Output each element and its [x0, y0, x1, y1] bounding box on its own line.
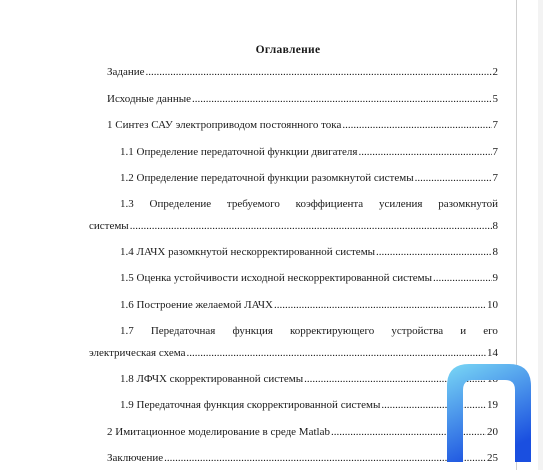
- toc-entry-label: 1.2 Определение передаточной функции разомкнутой системы: [120, 172, 414, 184]
- toc-title: Оглавление: [255, 44, 321, 56]
- toc-leader: [342, 119, 491, 132]
- toc-entry-label: 1.9 Передаточная функция скорректированной системы: [120, 399, 381, 411]
- toc-entry-page: 7: [492, 119, 498, 131]
- toc-entry-page: 25: [487, 452, 498, 464]
- toc-entry[interactable]: [120, 146, 498, 159]
- toc-entry[interactable]: [107, 426, 498, 439]
- toc-word: 1.3: [120, 198, 134, 210]
- toc-entry-page: 7: [492, 172, 498, 184]
- toc-entry[interactable]: [89, 220, 498, 233]
- toc-entry-label: Задание: [107, 66, 145, 78]
- toc-word: 1.7: [120, 325, 134, 337]
- toc-word: функция: [232, 325, 273, 337]
- toc-entry-label: 1.4 ЛАЧХ разомкнутой нескорректированной системы: [120, 246, 376, 258]
- toc-entry[interactable]: [107, 119, 498, 132]
- toc-entry-page: 5: [492, 93, 498, 105]
- toc-entry-page: 10: [487, 299, 498, 311]
- toc-entry[interactable]: [120, 172, 498, 185]
- toc-leader: [358, 146, 491, 159]
- toc-entry[interactable]: [120, 272, 498, 285]
- toc-entry-line1[interactable]: [120, 198, 498, 211]
- toc-leader: [164, 452, 486, 465]
- toc-leader: [146, 66, 492, 79]
- toc-entry-page: 9: [492, 272, 498, 284]
- toc-entry-label: 1 Синтез САУ электроприводом постоянного тока: [107, 119, 342, 131]
- toc-word: требуемого: [226, 198, 280, 210]
- toc-entry-label: 1.8 ЛФЧХ скорректированной системы: [120, 373, 304, 385]
- toc-entry-label: 2 Имитационное моделирование в среде Matlab: [107, 426, 330, 438]
- toc-word: коэффициента: [295, 198, 364, 210]
- toc-entry-page: 8: [492, 246, 498, 258]
- toc-entry-label: Заключение: [107, 452, 164, 464]
- toc-entry-line1[interactable]: [120, 325, 498, 338]
- toc-word: разомкнутой: [438, 198, 498, 210]
- toc-entry[interactable]: [120, 246, 498, 259]
- toc-entry[interactable]: [107, 66, 498, 79]
- toc-word: и: [460, 325, 467, 337]
- toc-entry-label: 1.6 Построение желаемой ЛАЧХ: [120, 299, 273, 311]
- toc-entry[interactable]: [120, 299, 498, 312]
- toc-entry-page: 8: [492, 220, 498, 232]
- toc-leader: [274, 299, 486, 312]
- toc-entry-label: Исходные данные: [107, 93, 191, 105]
- toc-leader: [192, 93, 492, 106]
- toc-entry[interactable]: [107, 93, 498, 106]
- watermark-logo-icon: [441, 358, 537, 468]
- toc-entry-label: 1.1 Определение передаточной функции двигателя: [120, 146, 358, 158]
- toc-entry-page: 19: [487, 399, 498, 411]
- toc-leader: [415, 172, 492, 185]
- toc-entry-page: 2: [492, 66, 498, 78]
- toc-leader: [376, 246, 491, 259]
- toc-word: Определение: [149, 198, 212, 210]
- toc-entry-label: электрическая схема: [89, 347, 186, 359]
- window-margin: [538, 0, 543, 470]
- toc-entry-page: 7: [492, 146, 498, 158]
- toc-entry-page: 14: [487, 347, 498, 359]
- toc-word: его: [483, 325, 498, 337]
- toc-entry-label: системы: [89, 220, 129, 232]
- toc-leader: [433, 272, 491, 285]
- toc-word: устройства: [391, 325, 444, 337]
- toc-word: Передаточная: [150, 325, 216, 337]
- toc-entry-label: 1.5 Оценка устойчивости исходной нескорректированной системы: [120, 272, 433, 284]
- toc-entry-page: 20: [487, 426, 498, 438]
- toc-entry[interactable]: [89, 347, 498, 360]
- toc-leader: [130, 220, 492, 233]
- toc-word: усиления: [378, 198, 423, 210]
- toc-entry[interactable]: [107, 452, 498, 465]
- toc-word: корректирующего: [290, 325, 375, 337]
